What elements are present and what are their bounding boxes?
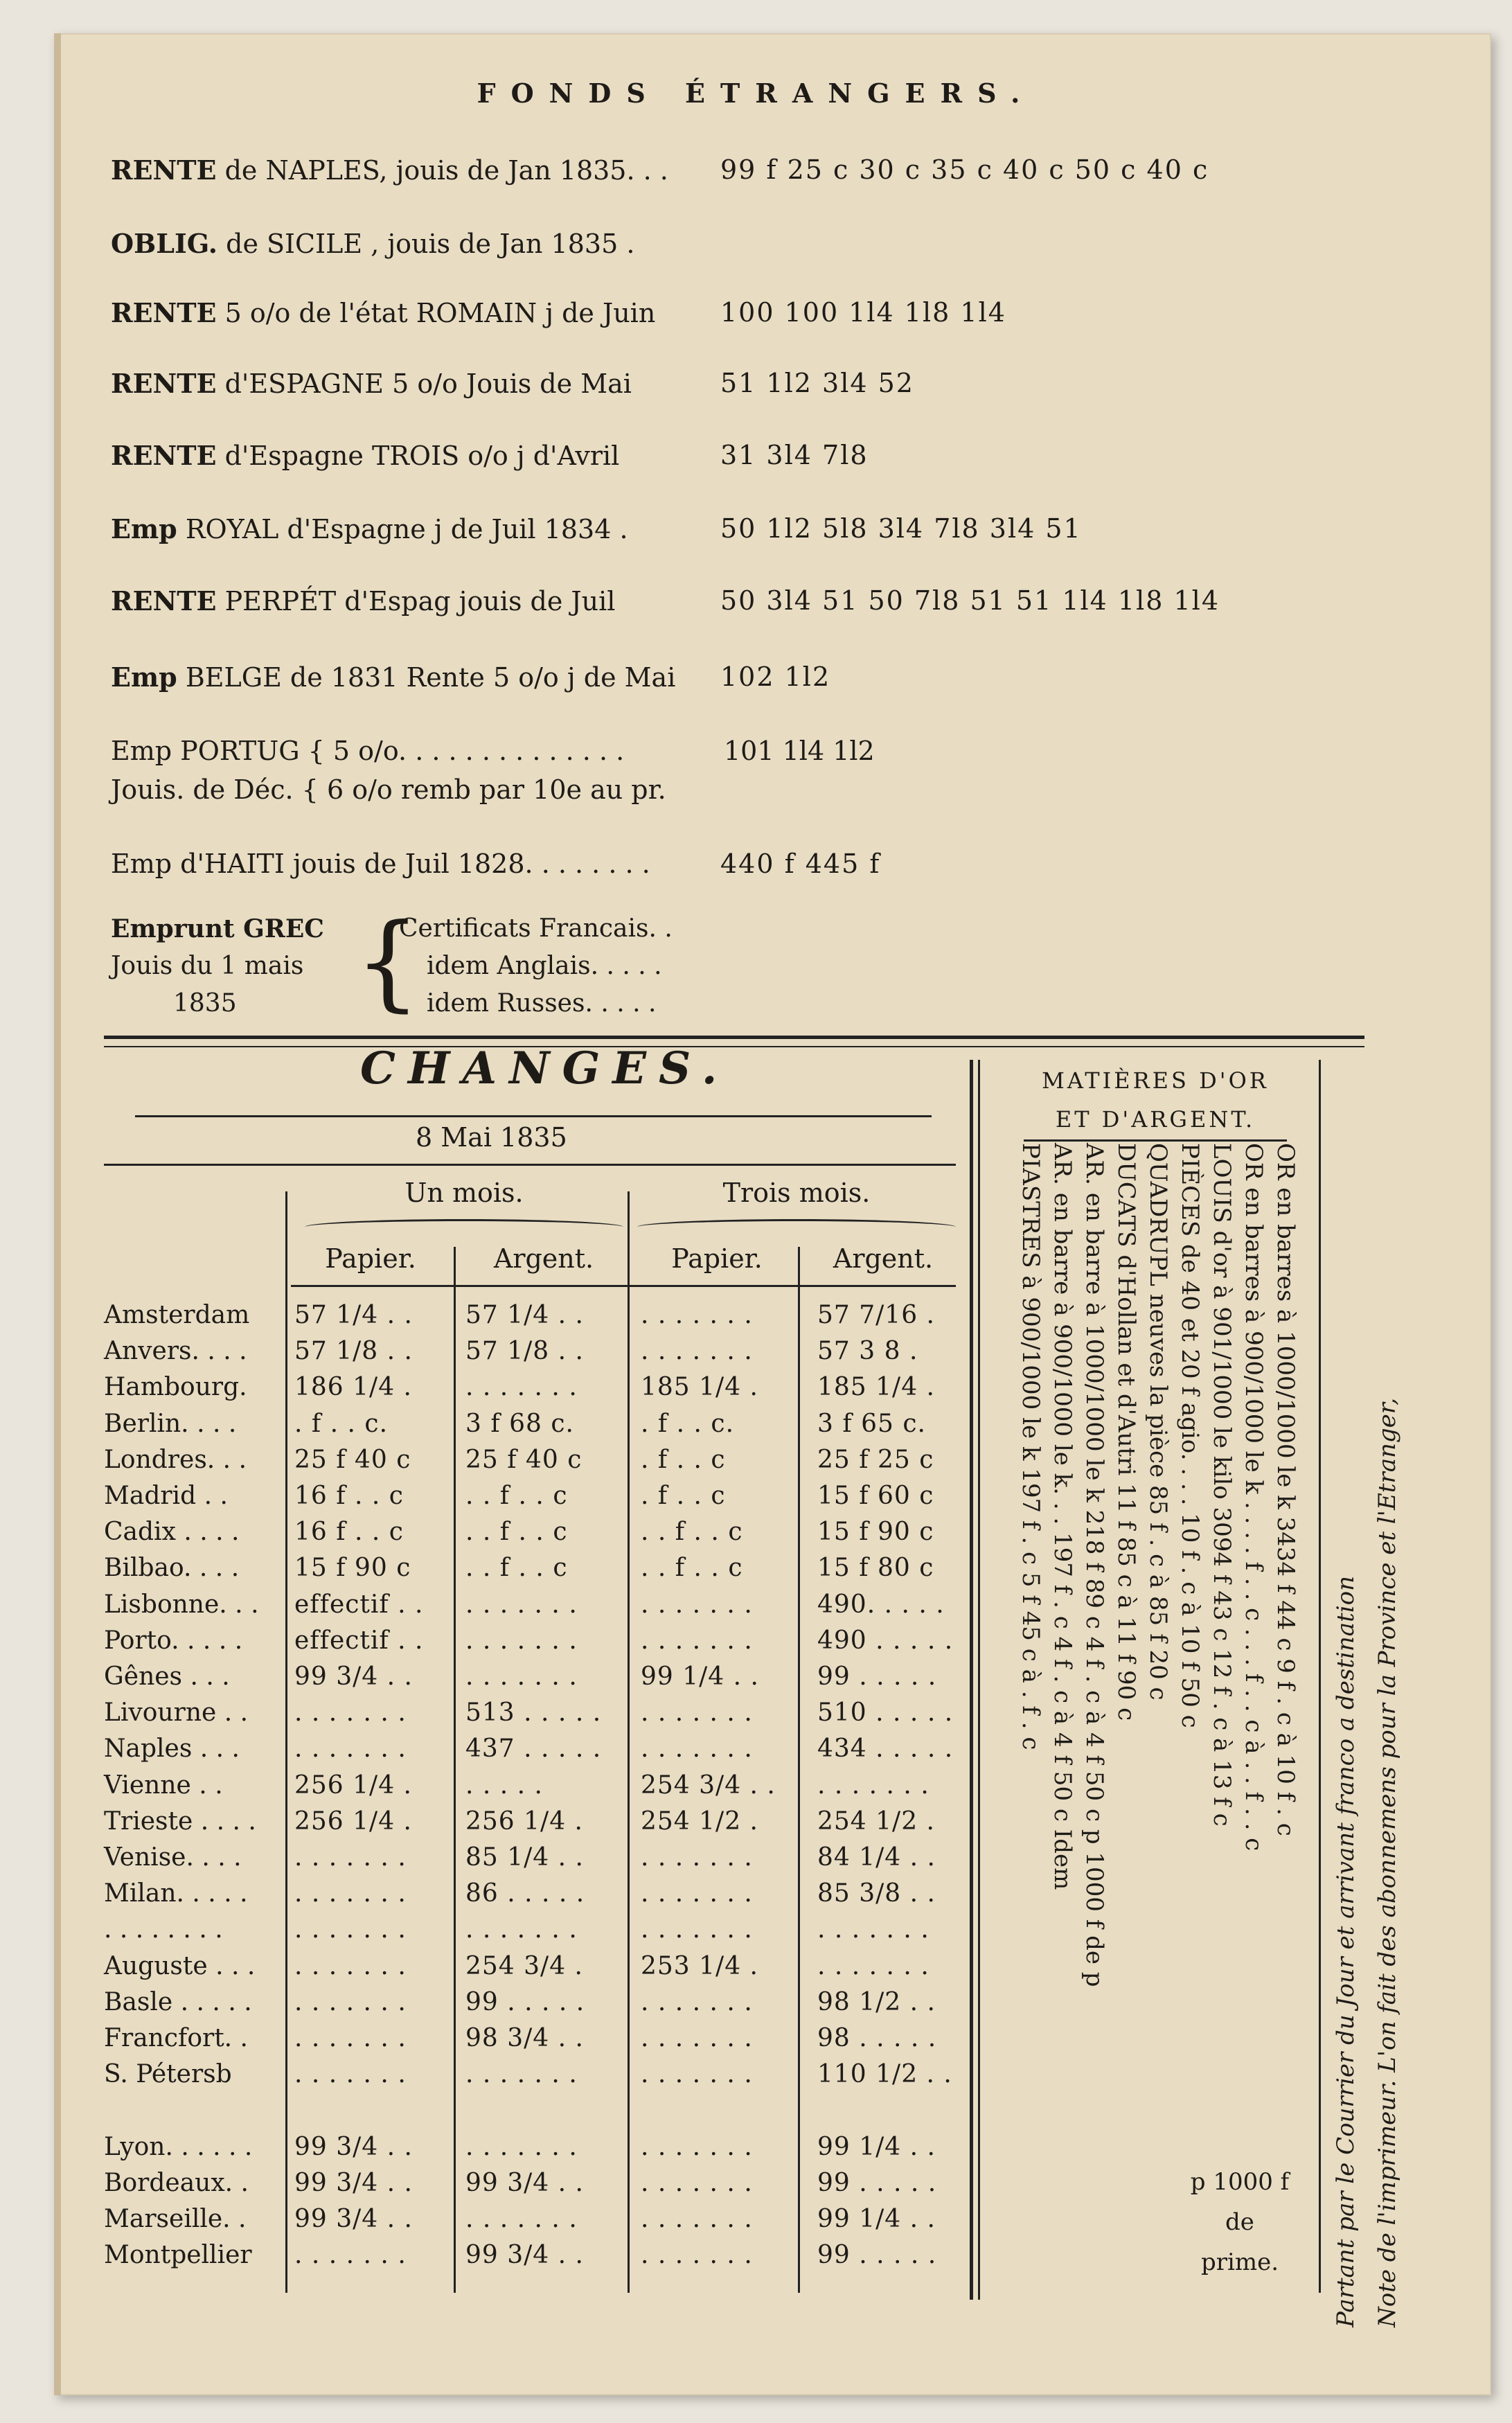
un-mois-bracket [305,1219,623,1235]
changes-date: 8 Mai 1835 [416,1122,567,1153]
matieres-title-2: ET D'ARGENT. [1055,1106,1256,1133]
change-cell-c1: 99 3/4 . . [294,1662,413,1691]
change-city: Montpellier [104,2241,252,2269]
change-cell-c2: 256 1/4 . [465,1807,583,1836]
change-cell-c1: . . . . . . . [294,1915,407,1944]
change-city: Cadix . . . . [104,1518,240,1546]
change-cell-c3: . . f . . c [641,1554,743,1582]
change-city: Vienne . . [104,1771,223,1800]
change-cell-c3: . . . . . . . [641,2205,753,2233]
change-cell-c4: . . . . . . . [817,1952,930,1980]
papier-header-1: Papier. [325,1243,416,1274]
emp-haiti-row [111,840,1344,888]
change-cell-c4: . . . . . . . [817,1771,930,1800]
fonds-row-values: 50 1l2 5l8 3l4 7l8 3l4 51 [720,513,1082,544]
emp-portug-block [111,736,1219,813]
changes-rule-top [135,1115,932,1117]
change-cell-c3: 185 1/4 . [641,1373,758,1401]
fonds-row-label [111,440,720,471]
change-cell-c1: . . . . . . . [294,2060,407,2088]
prime-line-3: prime. [1200,2248,1279,2276]
trois-mois-header: Trois mois. [722,1178,871,1208]
fonds-row-label-bold: RENTE [111,585,217,616]
change-cell-c2: 437 . . . . . [465,1734,602,1763]
change-city: Marseille. . [104,2205,247,2233]
fonds-row-label-rest: ROYAL d'Espagne j de Juil 1834 . [177,513,628,544]
grec-right-3: idem Russes. . . . . [427,989,657,1018]
change-cell-c4: 434 . . . . . [817,1734,954,1763]
fonds-row-label-rest: PERPÉT d'Espag jouis de Juil [216,585,616,616]
un-mois-header: Un mois. [404,1178,524,1208]
papier-header-2: Papier. [671,1243,763,1274]
change-cell-c3: . . . . . . . [641,1590,753,1619]
matieres-line: OR en barres à 1000/1000 le k 3434 f 44 c 9 f . c à 10 f . c [1272,1143,1299,1836]
portug-values: 101 1l4 1l2 [724,736,875,766]
change-city: Anvers. . . . [104,1337,247,1365]
grec-right-col [399,914,673,1027]
prime-line-1: p 1000 f [1190,2168,1290,2196]
portug-line-2: Jouis. de Déc. { 6 o/o remb par 10e au pr. [111,774,666,805]
change-cell-c2: 86 . . . . . [465,1879,585,1908]
change-city: Bilbao. . . . [104,1554,240,1582]
grec-left-col [111,914,324,1027]
change-city: Madrid . . [104,1482,228,1510]
change-cell-c3: 254 1/2 . [641,1807,758,1836]
change-cell-c2: 57 1/8 . . [465,1337,584,1365]
change-cell-c3: . . . . . . . [641,1698,753,1727]
fonds-title: FONDS ÉTRANGERS. [477,78,1035,109]
haiti-values: 440 f 445 f [720,849,881,879]
change-city: Naples . . . [104,1734,240,1763]
change-cell-c3: . . . . . . . [641,2133,753,2161]
prime-line-2: de [1225,2208,1254,2236]
change-city: Basle . . . . . [104,1988,252,2016]
fonds-row [111,653,1344,701]
change-cell-c4: 25 f 25 c [817,1446,934,1474]
matieres-line: OR en barres à 900/1000 le k . . . . f . . c . . . f . . c à . . f . . c [1240,1143,1268,1852]
fonds-row-label-bold: OBLIG. [111,227,218,259]
matieres-line: DUCATS d'Hollan et d'Autri 11 f 85 c à 11 f 90 c [1112,1143,1140,1721]
change-cell-c3: . . . . . . . [641,1734,753,1763]
change-cell-c4: 85 3/8 . . [817,1879,936,1908]
fonds-row-label-rest: BELGE de 1831 Rente 5 o/o j de Mai [177,662,676,693]
grec-left-2: Jouis du 1 mais [111,952,304,980]
change-cell-c1: 99 3/4 . . [294,2205,413,2233]
change-cell-c3: . . f . . c [641,1518,743,1546]
change-city: Londres. . . [104,1446,247,1474]
fonds-row-values: 100 100 1l4 1l8 1l4 [720,297,1006,328]
fonds-row-values: 102 1l2 [720,662,831,692]
change-cell-c4: 510 . . . . . [817,1698,954,1727]
fonds-row [111,431,1344,479]
matieres-line: PIASTRES à 900/1000 le k 197 f . c 5 f 45 c à . f . c [1017,1143,1044,1750]
change-cell-c2: . . . . . . . [465,1373,578,1401]
change-cell-c1: . . . . . . . [294,1734,407,1763]
change-cell-c2: 25 f 40 c [465,1446,582,1474]
fonds-row-values: 51 1l2 3l4 52 [720,368,914,398]
grec-left-3: 1835 [173,989,237,1018]
fonds-row-label-bold: RENTE [111,367,217,399]
change-cell-c1: 256 1/4 . [294,1771,412,1800]
change-cell-c4: 99 1/4 . . [817,2133,936,2161]
fonds-row-label [111,228,720,259]
page-binding-edge [54,33,61,2395]
change-cell-c4: 99 1/4 . . [817,2205,936,2233]
change-city: Amsterdam [104,1301,250,1329]
grec-right-2: idem Anglais. . . . . [427,952,662,980]
change-cell-c2: 57 1/4 . . [465,1301,584,1329]
change-cell-c1: . . . . . . . [294,1843,407,1872]
fonds-row-label-rest: d'ESPAGNE 5 o/o Jouis de Mai [216,368,632,399]
section-divider [104,1036,1364,1047]
grec-brace: { [355,902,421,1022]
change-cell-c1: 16 f . . c [294,1518,404,1546]
change-cell-c3: . . . . . . . [641,2169,753,2197]
haiti-label: Emp d'HAITI jouis de Juil 1828. . . . . . . . [111,849,650,879]
change-cell-c1: 186 1/4 . [294,1373,412,1401]
change-cell-c1: 25 f 40 c [294,1446,411,1474]
changes-rule-date [104,1164,956,1166]
matieres-line: AR. en barre à 900/1000 le k. . . 197 f . c 4 f . c à 4 f 50 c Idem [1049,1143,1076,1890]
change-cell-c2: . . . . . [465,1771,543,1800]
fonds-row [111,145,1344,194]
change-cell-c3: . . . . . . . [641,2241,753,2269]
change-cell-c2: . . . . . . . [465,1662,578,1691]
change-cell-c4: . . . . . . . [817,1915,930,1944]
change-city: Berlin. . . . [104,1410,237,1438]
grec-left-1: Emprunt GREC [111,914,324,943]
change-cell-c1: . . . . . . . [294,1988,407,2016]
fonds-row [111,359,1344,407]
change-cell-c4: 84 1/4 . . [817,1843,936,1872]
col-divider-3 [628,1191,630,2293]
change-cell-c3: . . . . . . . [641,1879,753,1908]
change-city: Livourne . . [104,1698,249,1727]
fonds-row-label-rest: de SICILE , jouis de Jan 1835 . [217,228,635,259]
change-city: . . . . . . . . [104,1915,223,1944]
matieres-line: LOUIS d'or à 901/1000 le kilo 3094 f 43 c 12 f . c à 13 f c [1208,1143,1236,1827]
change-city: Francfort. . [104,2024,249,2052]
col-divider-2 [454,1247,456,2293]
change-cell-c4: 3 f 65 c. [817,1410,926,1438]
fonds-row-values: 99 f 25 c 30 c 35 c 40 c 50 c 40 c [720,154,1209,185]
change-cell-c1: . f . . c. [294,1410,389,1438]
change-city: Venise. . . . [104,1843,242,1872]
matieres-list [1011,1143,1302,2279]
change-cell-c1: effectif . . [294,1590,424,1619]
trois-mois-bracket [637,1219,956,1235]
change-cell-c2: 99 3/4 . . [465,2169,584,2197]
change-cell-c1: 15 f 90 c [294,1554,411,1582]
change-cell-c2: 3 f 68 c. [465,1410,574,1438]
change-cell-c2: 99 3/4 . . [465,2241,584,2269]
change-cell-c4: 15 f 80 c [817,1554,934,1582]
change-cell-c2: . . . . . . . [465,1915,578,1944]
col-divider-matieres [970,1060,973,2300]
change-cell-c4: 15 f 60 c [817,1482,934,1510]
change-cell-c1: . . . . . . . [294,1698,407,1727]
change-city: Gênes . . . [104,1662,230,1691]
col-divider-matieres-inner [978,1060,980,2300]
fonds-row [111,219,1344,267]
change-cell-c3: . . . . . . . [641,1915,753,1944]
note-line-2: Partant par le Courrier du Jour et arrivant franco a destination [1332,1576,1360,2327]
grec-right-1: Certificats Francais. . [399,914,673,943]
change-cell-c3: . . . . . . . [641,2024,753,2052]
change-cell-c3: . . . . . . . [641,1626,753,1655]
change-cell-c1: 57 1/8 . . [294,1337,413,1365]
change-cell-c3: 99 1/4 . . [641,1662,759,1691]
change-cell-c1: 57 1/4 . . [294,1301,413,1329]
change-cell-c2: . . f . . c [465,1482,568,1510]
matieres-line: QUADRUPL neuves la pièce 85 f . c à 85 f 20 c [1144,1143,1172,1701]
change-cell-c4: 185 1/4 . [817,1373,935,1401]
fonds-row-label-bold: RENTE [111,154,217,186]
fonds-row [111,504,1344,553]
change-cell-c4: 490 . . . . . [817,1626,954,1655]
change-cell-c4: 15 f 90 c [817,1518,934,1546]
fonds-row-label-rest: 5 o/o de l'état ROMAIN j de Juin [216,297,656,328]
change-city: Bordeaux. . [104,2169,249,2197]
note-line-1: Note de l'imprimeur. L'on fait des abonnemens pour la Province et l'Etranger, [1373,1397,1401,2327]
matieres-line: AR. en barre à 1000/1000 le k 218 f 89 c 4 f . c à 4 f 50 c p 1000 f de p [1080,1143,1108,1987]
change-cell-c3: . . . . . . . [641,1337,753,1365]
matieres-title-1: MATIÈRES D'OR [1042,1067,1269,1094]
change-cell-c4: 99 . . . . . [817,2241,937,2269]
change-cell-c2: . . . . . . . [465,1590,578,1619]
change-city: Milan. . . . . [104,1879,248,1908]
change-cell-c4: 99 . . . . . [817,1662,937,1691]
change-cell-c4: 98 1/2 . . [817,1988,936,2016]
change-cell-c2: 513 . . . . . [465,1698,602,1727]
change-cell-c2: 99 . . . . . [465,1988,585,2016]
fonds-row-values: 50 3l4 51 50 7l8 51 51 1l4 1l8 1l4 [720,585,1220,616]
fonds-row-label-bold: RENTE [111,439,217,471]
change-cell-c2: 85 1/4 . . [465,1843,584,1872]
change-cell-c4: 254 1/2 . [817,1807,935,1836]
change-cell-c4: 57 7/16 . [817,1301,935,1329]
fonds-row-label-rest: de NAPLES, jouis de Jan 1835. . . [216,154,668,186]
fonds-row-label-bold: Emp [111,513,177,544]
change-city: Auguste . . . [104,1952,256,1980]
change-cell-c2: . . . . . . . [465,1626,578,1655]
change-cell-c4: 57 3 8 . [817,1337,918,1365]
change-cell-c3: . f . . c. [641,1410,735,1438]
change-cell-c2: . . f . . c [465,1554,568,1582]
change-cell-c2: . . . . . . . [465,2060,578,2088]
change-cell-c1: 99 3/4 . . [294,2169,413,2197]
fonds-row-label [111,513,720,544]
change-cell-c4: 490. . . . . [817,1590,945,1619]
change-cell-c1: 99 3/4 . . [294,2133,413,2161]
change-city: Porto. . . . . [104,1626,243,1655]
col-divider-4 [798,1247,800,2293]
change-cell-c4: 99 . . . . . [817,2169,937,2197]
change-cell-c1: . . . . . . . [294,1879,407,1908]
change-cell-c2: 254 3/4 . [465,1952,583,1980]
change-cell-c2: . . f . . c [465,1518,568,1546]
change-cell-c3: . . . . . . . [641,2060,753,2088]
matieres-header [1024,1061,1287,1139]
change-cell-c2: 98 3/4 . . [465,2024,584,2052]
change-cell-c3: . . . . . . . [641,1301,753,1329]
change-cell-c4: 98 . . . . . [817,2024,937,2052]
fonds-row-values: 31 3l4 7l8 [720,440,869,470]
change-cell-c4: 110 1/2 . . [817,2060,952,2088]
fonds-row-label [111,297,720,328]
change-cell-c2: . . . . . . . [465,2133,578,2161]
change-city: Hambourg. [104,1373,247,1401]
portug-line-1 [111,736,1219,774]
change-cell-c3: . f . . c [641,1446,726,1474]
portug-label-1: Emp PORTUG { 5 o/o. . . . . . . . . . . . . . [111,736,625,766]
fonds-row-label [111,368,720,399]
fonds-row [111,288,1344,337]
matieres-rule [1024,1139,1287,1142]
change-cell-c2: . . . . . . . [465,2205,578,2233]
change-cell-c3: 253 1/4 . [641,1952,758,1980]
change-city: Trieste . . . . [104,1807,256,1836]
change-cell-c1: effectif . . [294,1626,424,1655]
change-cell-c1: . . . . . . . [294,2024,407,2052]
argent-header-2: Argent. [833,1243,934,1274]
change-cell-c1: 256 1/4 . [294,1807,412,1836]
change-city: Lyon. . . . . . [104,2133,253,2161]
printer-note [1319,1081,1416,2327]
changes-title: CHANGES. [360,1042,730,1094]
change-cell-c1: . . . . . . . [294,2241,407,2269]
prime-note [1164,2168,1316,2289]
fonds-row [111,576,1344,625]
change-cell-c3: . f . . c [641,1482,726,1510]
change-cell-c1: 16 f . . c [294,1482,404,1510]
change-cell-c3: . . . . . . . [641,1843,753,1872]
fonds-row-label [111,585,720,616]
change-city: S. Pétersb [104,2060,232,2088]
change-city: Lisbonne. . . [104,1590,259,1619]
change-cell-c3: . . . . . . . [641,1988,753,2016]
fonds-row-label [111,662,720,693]
fonds-row-label-bold: RENTE [111,296,217,328]
fonds-row-label-rest: d'Espagne TROIS o/o j d'Avril [216,440,620,471]
argent-header-1: Argent. [493,1243,594,1274]
fonds-row-label-bold: Emp [111,661,177,693]
change-cell-c3: 254 3/4 . . [641,1771,776,1800]
changes-header-rule [291,1285,956,1287]
col-divider-1 [285,1191,287,2293]
change-cell-c1: . . . . . . . [294,1952,407,1980]
matieres-line: PIÈCES de 40 et 20 f agio. . . . 10 f . c à 10 f 50 c [1176,1143,1204,1728]
fonds-row-label [111,154,720,186]
